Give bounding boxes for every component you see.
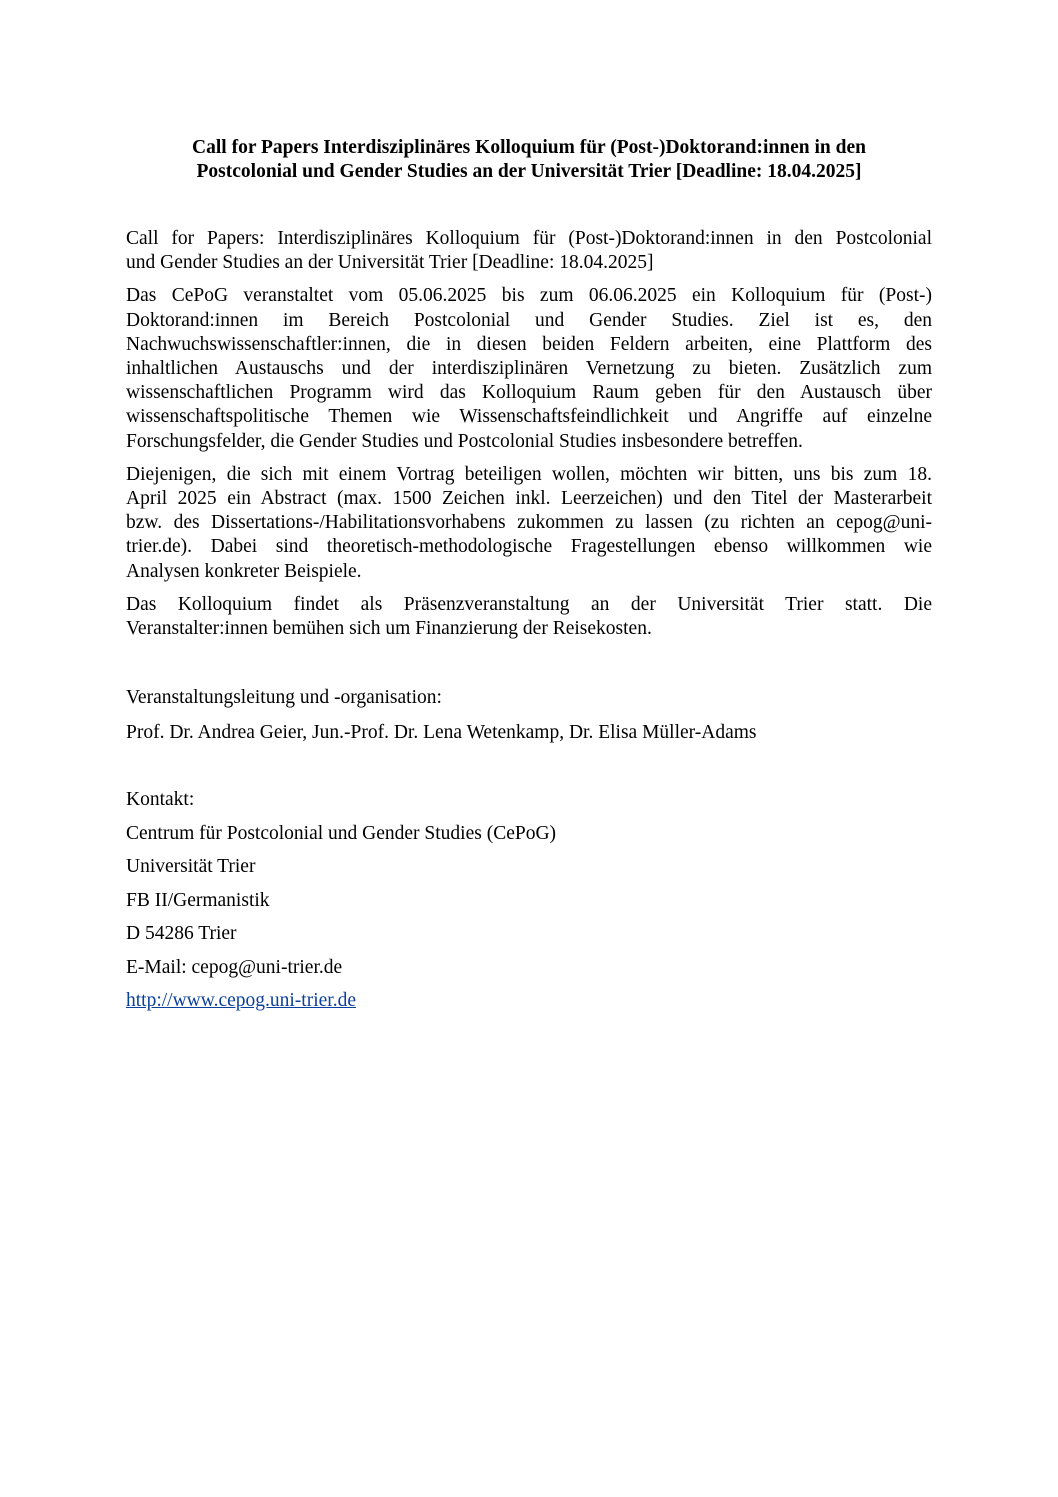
title-line-1: Call for Papers Interdisziplinäres Kolloquium für (Post-)Doktorand:innen in den <box>192 137 866 158</box>
paragraph-line: Analysen konkreter Beispiele. <box>126 560 362 582</box>
paragraph-line: Das Kolloquium findet als Präsenzveranstaltung an der Universität Trier statt. Die <box>126 593 932 615</box>
paragraph-line: Doktorand:innen im Bereich Postcolonial und Gender Studies. Ziel ist es, den <box>126 309 932 331</box>
paragraph-line: Forschungsfelder, die Gender Studies und Postcolonial Studies insbesondere betreffen. <box>126 430 803 452</box>
contact-university: Universität Trier <box>126 856 256 877</box>
contact-city: D 54286 Trier <box>126 923 237 944</box>
paragraph-line: wissenschaftlichen Programm wird das Kolloquium Raum geben für den Austausch über <box>126 382 932 404</box>
title-line-2: Postcolonial und Gender Studies an der Universität Trier [Deadline: 18.04.2025] <box>196 161 862 182</box>
paragraph-submission <box>126 463 932 584</box>
organisation-names: Prof. Dr. Andrea Geier, Jun.-Prof. Dr. Lena Wetenkamp, Dr. Elisa Müller-Adams <box>126 722 757 743</box>
website-link[interactable]: http://www.cepog.uni-trier.de <box>126 990 356 1011</box>
paragraph-event <box>126 284 932 453</box>
paragraph-line: wissenschaftspolitische Themen wie Wissenschaftsfeindlichkeit und Angriffe auf einzelne <box>126 406 932 428</box>
paragraph-line: bzw. des Dissertations-/Habilitationsvorhabens zukommen zu lassen (zu richten an cepog@uni- <box>126 512 932 534</box>
contact-email: E-Mail: cepog@uni-trier.de <box>126 956 343 978</box>
organisation-label: Veranstaltungsleitung und -organisation: <box>126 687 442 708</box>
paragraph-line: inhaltlichen Austauschs und der interdisziplinären Vernetzung zu bieten. Zusätzlich zum <box>126 358 932 380</box>
contact-label: Kontakt: <box>126 789 195 810</box>
contact-institution: Centrum für Postcolonial und Gender Studies (CePoG) <box>126 822 557 844</box>
paragraph-line: Veranstalter:innen bemühen sich um Finanzierung der Reisekosten. <box>126 618 652 640</box>
paragraph-line: April 2025 ein Abstract (max. 1500 Zeichen inkl. Leerzeichen) und den Titel der Masterarbeit <box>126 488 932 510</box>
paragraph-line: Call for Papers: Interdisziplinäres Kolloquium für (Post-)Doktorand:innen in den Postcolonial <box>126 228 932 249</box>
paragraph-line: trier.de). Dabei sind theoretisch-methodologische Fragestellungen ebenso willkommen wie <box>126 536 932 558</box>
paragraph-intro <box>126 227 932 275</box>
paragraph-line: und Gender Studies an der Universität Trier [Deadline: 18.04.2025] <box>126 252 654 274</box>
contact-block <box>126 788 556 1023</box>
paragraph-line: Diejenigen, die sich mit einem Vortrag beteiligen wollen, möchten wir bitten, uns bis zum 18. <box>126 463 932 485</box>
paragraph-venue <box>126 593 932 641</box>
paragraph-line: Das CePoG veranstaltet vom 05.06.2025 bis zum 06.06.2025 ein Kolloquium für (Post-) <box>126 285 932 307</box>
paragraph-line: Nachwuchswissenschaftler:innen, die in diesen beiden Feldern arbeiten, eine Plattform des <box>126 333 932 355</box>
body-text <box>126 227 932 650</box>
contact-department: FB II/Germanistik <box>126 889 270 911</box>
page-title <box>126 136 932 184</box>
